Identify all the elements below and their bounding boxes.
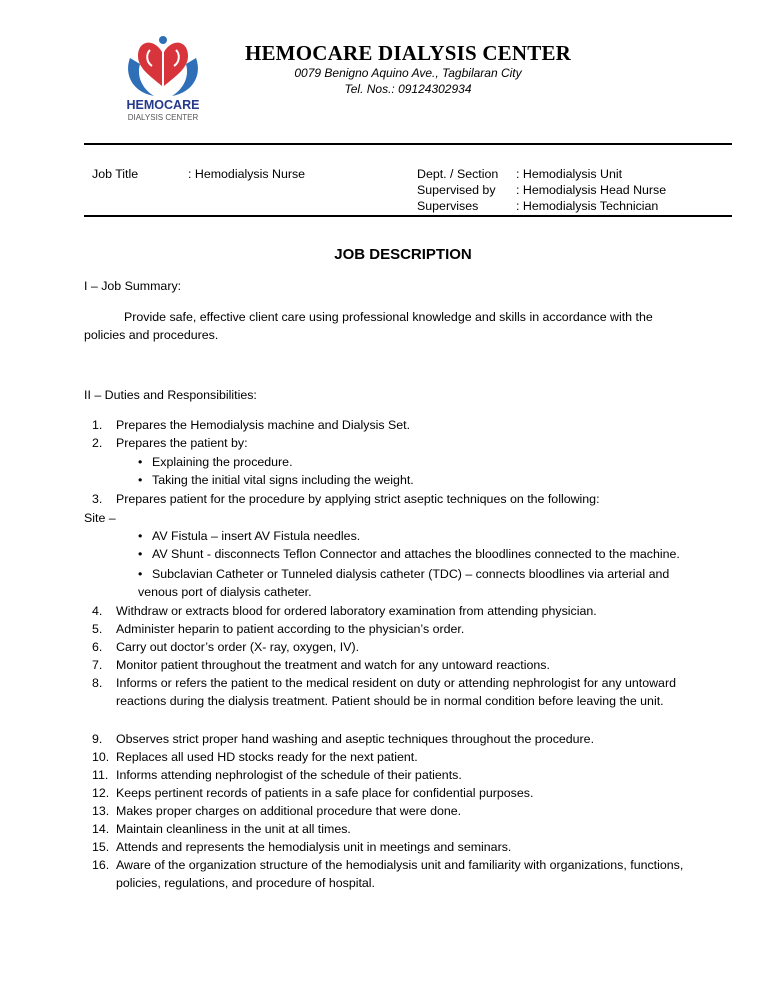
supervised-by-label: Supervised by <box>417 183 496 197</box>
duty-number: 5. <box>92 622 103 636</box>
duty-number: 4. <box>92 604 103 618</box>
duty-number: 6. <box>92 640 103 654</box>
logo-wordmark: HEMOCARE <box>126 98 200 112</box>
duty-item <box>92 767 718 785</box>
dept-label: Dept. / Section <box>417 167 499 181</box>
duty-number: 13. <box>92 804 110 818</box>
bullet-icon: • <box>138 547 143 561</box>
duty-number: 14. <box>92 822 110 836</box>
duty-text: Maintain cleanliness in the unit at all times. <box>116 822 351 836</box>
supervises-value: : Hemodialysis Technician <box>516 199 659 213</box>
duty-number: 8. <box>92 676 103 690</box>
duty-number: 1. <box>92 418 103 432</box>
duty-number: 9. <box>92 732 103 746</box>
duties-heading: II – Duties and Responsibilities: <box>84 388 257 402</box>
site-bullet-continuation: venous port of dialysis catheter. <box>138 585 312 599</box>
duty-number: 7. <box>92 658 103 672</box>
duty-item <box>92 639 718 657</box>
patient-prep-bullet: • Taking the initial vital signs including the weight. <box>138 473 414 487</box>
duty-item <box>92 417 718 435</box>
duty-text: Keeps pertinent records of patients in a safe place for confidential purposes. <box>116 786 534 800</box>
summary-text-line1: Provide safe, effective client care using professional knowledge and skills in accordance with the <box>124 310 653 324</box>
duty-text: Prepares patient for the procedure by applying strict aseptic techniques on the following: <box>116 492 600 506</box>
site-bullet: • AV Fistula – insert AV Fistula needles. <box>138 529 361 543</box>
bullet-icon: • <box>138 567 143 581</box>
dept-value: : Hemodialysis Unit <box>516 167 623 181</box>
duty-item <box>92 857 718 892</box>
duty-item <box>92 603 718 621</box>
duty-text: Replaces all used HD stocks ready for the next patient. <box>116 750 418 764</box>
site-bullet: • AV Shunt - disconnects Teflon Connector and attaches the bloodlines connected to the machine. <box>138 547 680 561</box>
duty-text: Administer heparin to patient according to the physician’s order. <box>116 622 465 636</box>
duty-item <box>92 621 718 639</box>
duty-number: 2. <box>92 436 103 450</box>
duty-text: Observes strict proper hand washing and aseptic techniques throughout the procedure. <box>116 732 595 746</box>
duty-text: Monitor patient throughout the treatment and watch for any untoward reactions. <box>116 658 550 672</box>
duty-item <box>92 731 718 749</box>
duty-text: Informs attending nephrologist of the schedule of their patients. <box>116 768 462 782</box>
duty-text: Prepares the patient by: <box>116 436 248 450</box>
header-divider-bottom <box>84 215 732 217</box>
document-title: JOB DESCRIPTION <box>334 246 472 263</box>
site-bullet: • Subclavian Catheter or Tunneled dialysis catheter (TDC) – connects bloodlines via arterial and <box>138 567 670 581</box>
organization-name: HEMOCARE DIALYSIS CENTER <box>244 41 572 65</box>
duty-text: Carry out doctor’s order (X- ray, oxygen, IV). <box>116 640 360 654</box>
duty-number: 15. <box>92 840 110 854</box>
duty-text: Aware of the organization structure of the hemodialysis unit and familiarity with organizations, functions, policies, regulations, and procedure of hospital. <box>116 858 684 890</box>
duty-number: 11. <box>92 768 109 782</box>
duty-text: Attends and represents the hemodialysis unit in meetings and seminars. <box>116 840 512 854</box>
duty-item <box>92 657 718 675</box>
summary-heading: I – Job Summary: <box>84 279 182 293</box>
duty-item <box>92 675 718 710</box>
bullet-icon: • <box>138 529 143 543</box>
bullet-icon: • <box>138 473 143 487</box>
duty-text: Withdraw or extracts blood for ordered laboratory examination from attending physician. <box>116 604 597 618</box>
duty-text: Informs or refers the patient to the medical resident on duty or attending nephrologist for any untoward reactions during the dialysis treatment. Patient should be in normal condition before leaving the unit. <box>116 676 676 708</box>
organization-address: 0079 Benigno Aquino Ave., Tagbilaran City <box>294 66 522 80</box>
job-title-label: Job Title <box>92 167 139 181</box>
duty-item <box>92 803 718 821</box>
duty-item <box>92 785 718 803</box>
supervises-label: Supervises <box>417 199 479 213</box>
site-label: Site – <box>84 511 116 525</box>
duty-number: 3. <box>92 492 103 506</box>
patient-prep-bullet: • Explaining the procedure. <box>138 455 293 469</box>
duty-number: 12. <box>92 786 110 800</box>
duty-number: 16. <box>92 858 110 872</box>
duty-text: Prepares the Hemodialysis machine and Dialysis Set. <box>116 418 411 432</box>
duty-text: Makes proper charges on additional procedure that were done. <box>116 804 462 818</box>
duty-item <box>92 821 718 839</box>
bullet-icon: • <box>138 455 143 469</box>
duty-item <box>92 839 718 857</box>
summary-text-line2: policies and procedures. <box>84 328 219 342</box>
duty-item <box>92 435 718 453</box>
logo-subtext: DIALYSIS CENTER <box>127 113 199 122</box>
duty-item <box>92 491 718 509</box>
header-divider-top <box>84 143 732 145</box>
organization-telephone: Tel. Nos.: 09124302934 <box>344 82 472 96</box>
duty-number: 10. <box>92 750 110 764</box>
supervised-by-value: : Hemodialysis Head Nurse <box>516 183 667 197</box>
duty-item <box>92 749 718 767</box>
job-title-value: : Hemodialysis Nurse <box>188 167 306 181</box>
